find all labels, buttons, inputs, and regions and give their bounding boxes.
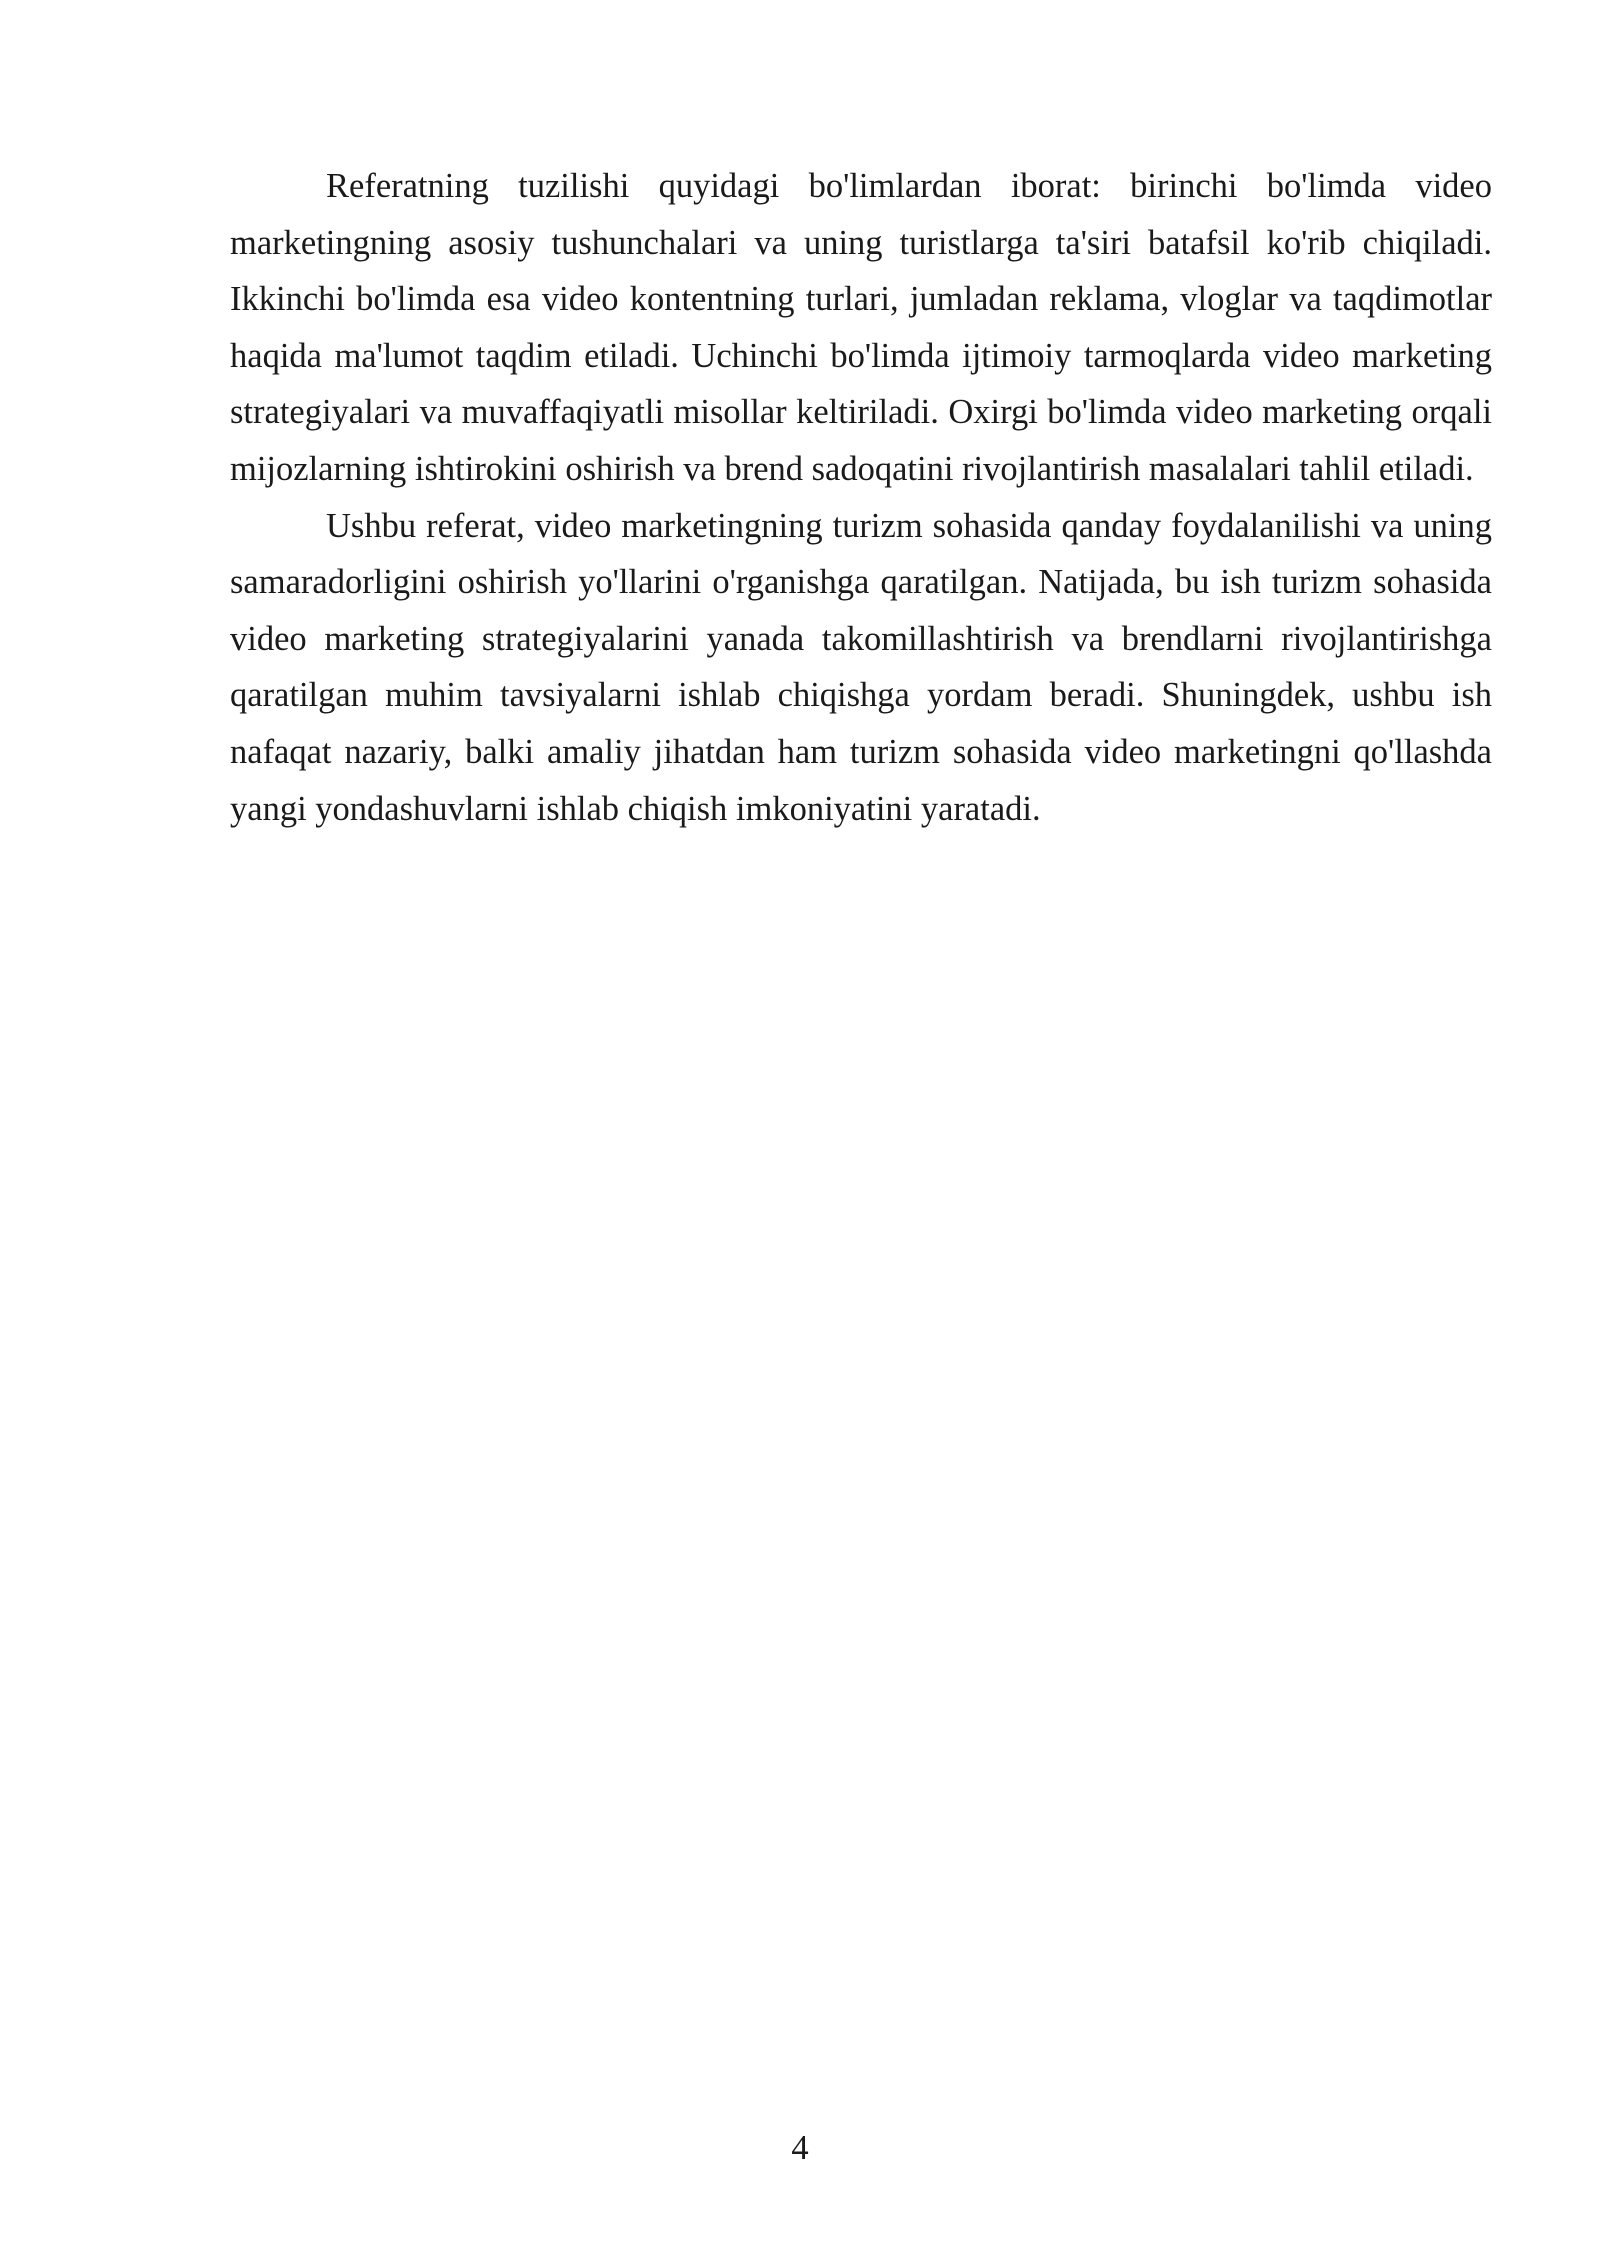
page-number: 4 [791, 2129, 809, 2167]
body-text [230, 158, 1492, 837]
paragraph-structure: Referatning tuzilishi quyidagi bo'limlardan iborat: birinchi bo'limda video marketingning asosiy tushunchalari va uning turistlarga ta'siri batafsil ko'rib chiqiladi. Ikkinchi bo'limda esa video kontentning turlari, jumladan reklama, vloglar va taqdimotlar haqida ma'lumot taqdim etiladi. Uchinchi bo'limda ijtimoiy tarmoqlarda video marketing strategiyalari va muvaffaqiyatli misollar keltiriladi. Oxirgi bo'limda video marketing orqali mijozlarning ishtirokini oshirish va brend sadoqatini rivojlantirish masalalari tahlil etiladi. [230, 167, 1492, 488]
paragraph-purpose: Ushbu referat, video marketingning turizm sohasida qanday foydalanilishi va uning samaradorligini oshirish yo'llarini o'rganishga qaratilgan. Natijada, bu ish turizm sohasida video marketing strategiyalarini yanada takomillashtirish va brendlarni rivojlantirishga qaratilgan muhim tavsiyalarni ishlab chiqishga yordam beradi. Shuningdek, ushbu ish nafaqat nazariy, balki amaliy jihatdan ham turizm sohasida video marketingni qo'llashda yangi yondashuvlarni ishlab chiqish imkoniyatini yaratadi. [230, 506, 1492, 828]
